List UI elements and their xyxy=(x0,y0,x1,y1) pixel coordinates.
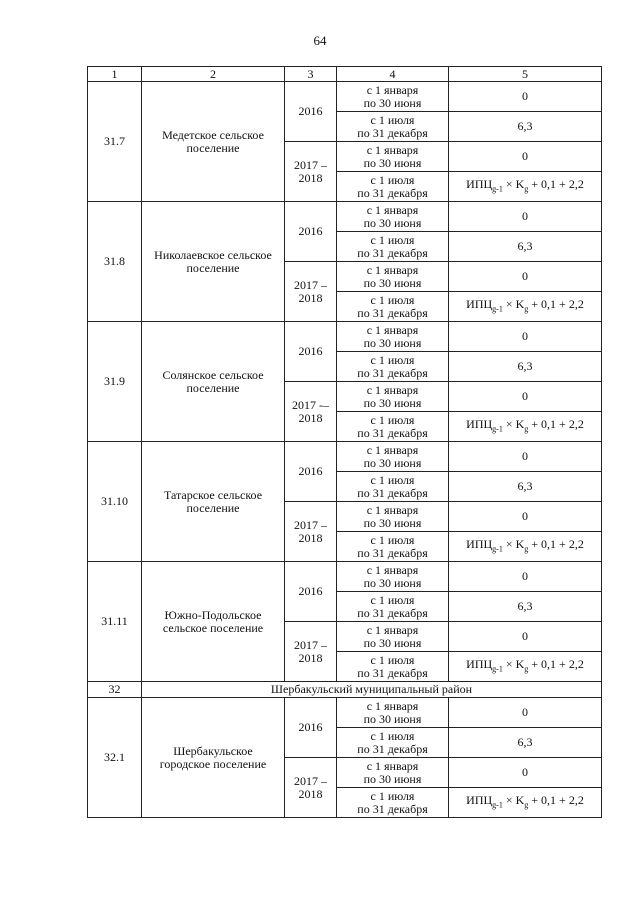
period-start: с 1 января xyxy=(366,698,419,713)
formula-subscript: g-1 xyxy=(492,184,503,194)
period-start: с 1 июля xyxy=(370,232,415,247)
formula-coefficient: × K xyxy=(502,176,525,191)
table-row xyxy=(88,202,602,232)
year-label: 2018 xyxy=(298,170,323,185)
formula-index: ИПЦ xyxy=(466,792,493,807)
name-line: поселение xyxy=(186,260,240,275)
settlement-name xyxy=(142,202,285,322)
value-cell: 0 xyxy=(449,262,602,292)
formula-index: ИПЦ xyxy=(466,536,493,551)
row-number: 31.11 xyxy=(88,562,142,682)
name-line: поселение xyxy=(186,500,240,515)
year-cell xyxy=(285,142,337,202)
period-cell xyxy=(337,82,449,112)
formula-subscript: g-1 xyxy=(492,664,503,674)
value-cell: 6,3 xyxy=(449,728,602,758)
period-end: по 31 декабря xyxy=(357,245,428,260)
period-start: с 1 июля xyxy=(370,352,415,367)
value-cell: 0 xyxy=(449,142,602,172)
column-header: 1 xyxy=(88,67,142,82)
period-start: с 1 января xyxy=(366,322,419,337)
formula-tail: + 0,1 + 2,2 xyxy=(528,176,584,191)
year-label: 2017 – xyxy=(294,637,327,652)
period-start: с 1 января xyxy=(366,502,419,517)
year-cell xyxy=(285,698,337,758)
value-cell: 6,3 xyxy=(449,592,602,622)
period-start: с 1 января xyxy=(366,562,419,577)
header-row xyxy=(88,67,602,82)
row-number: 31.7 xyxy=(88,82,142,202)
formula-subscript: g xyxy=(524,184,529,194)
table-row xyxy=(88,562,602,592)
period-start: с 1 января xyxy=(366,82,419,97)
formula-subscript: g-1 xyxy=(492,544,503,554)
value-cell: 6,3 xyxy=(449,472,602,502)
formula-cell xyxy=(449,532,602,562)
name-line: поселение xyxy=(186,140,240,155)
period-start: с 1 июля xyxy=(370,112,415,127)
period-start: с 1 июля xyxy=(370,788,415,803)
period-start: с 1 июля xyxy=(370,652,415,667)
formula-tail: + 0,1 + 2,2 xyxy=(528,536,584,551)
period-end: по 31 декабря xyxy=(357,605,428,620)
formula-cell xyxy=(449,292,602,322)
period-end: по 30 июня xyxy=(363,155,422,170)
year-label: 2018 xyxy=(298,290,323,305)
period-end: по 31 декабря xyxy=(357,425,428,440)
period-cell xyxy=(337,532,449,562)
period-end: по 31 декабря xyxy=(357,545,428,560)
value-cell: 0 xyxy=(449,562,602,592)
section-number: 32 xyxy=(88,682,142,698)
formula-cell xyxy=(449,788,602,818)
value-cell: 0 xyxy=(449,622,602,652)
year-label: 2017 – xyxy=(294,157,327,172)
period-cell xyxy=(337,472,449,502)
year-cell xyxy=(285,262,337,322)
column-header: 3 xyxy=(285,67,337,82)
year-label: 2016 xyxy=(298,224,323,238)
period-end: по 30 июня xyxy=(363,711,422,726)
value-cell: 0 xyxy=(449,382,602,412)
year-cell xyxy=(285,758,337,818)
period-end: по 30 июня xyxy=(363,395,422,410)
year-cell xyxy=(285,82,337,142)
section-row xyxy=(88,682,602,698)
formula-index: ИПЦ xyxy=(466,656,493,671)
period-end: по 30 июня xyxy=(363,215,422,230)
value-cell: 6,3 xyxy=(449,112,602,142)
period-start: с 1 июля xyxy=(370,532,415,547)
year-label: 2016 xyxy=(298,720,323,734)
formula-subscript: g xyxy=(524,664,529,674)
year-label: 2016 xyxy=(298,344,323,358)
row-number: 31.10 xyxy=(88,442,142,562)
settlement-name xyxy=(142,442,285,562)
year-label: 2018 xyxy=(298,786,323,801)
period-end: по 30 июня xyxy=(363,575,422,590)
settlement-name xyxy=(142,82,285,202)
formula-subscript: g xyxy=(524,800,529,810)
formula-subscript: g-1 xyxy=(492,304,503,314)
value-cell: 6,3 xyxy=(449,352,602,382)
period-end: по 31 декабря xyxy=(357,365,428,380)
year-label: 2016 xyxy=(298,104,323,118)
name-line: сельское поселение xyxy=(162,620,264,635)
year-label: 2017 – xyxy=(294,277,327,292)
period-start: с 1 июля xyxy=(370,412,415,427)
year-label: 2016 xyxy=(298,584,323,598)
formula-cell xyxy=(449,412,602,442)
formula-subscript: g xyxy=(524,544,529,554)
period-start: с 1 января xyxy=(366,442,419,457)
period-cell xyxy=(337,622,449,652)
settlement-name xyxy=(142,562,285,682)
year-cell xyxy=(285,322,337,382)
settlement-name xyxy=(142,698,285,818)
period-cell xyxy=(337,382,449,412)
formula-cell xyxy=(449,172,602,202)
period-cell xyxy=(337,412,449,442)
formula-coefficient: × K xyxy=(502,416,525,431)
period-cell xyxy=(337,262,449,292)
period-cell xyxy=(337,592,449,622)
column-header: 4 xyxy=(337,67,449,82)
period-cell xyxy=(337,728,449,758)
value-cell: 0 xyxy=(449,322,602,352)
period-end: по 31 декабря xyxy=(357,801,428,816)
period-end: по 30 июня xyxy=(363,335,422,350)
period-start: с 1 января xyxy=(366,758,419,773)
year-cell xyxy=(285,442,337,502)
period-start: с 1 июля xyxy=(370,172,415,187)
formula-tail: + 0,1 + 2,2 xyxy=(528,296,584,311)
name-line: Татарское сельское xyxy=(163,487,263,502)
formula-subscript: g-1 xyxy=(492,424,503,434)
year-label: 2018 xyxy=(298,650,323,665)
period-cell xyxy=(337,232,449,262)
year-label: 2018 xyxy=(298,410,323,425)
period-start: с 1 января xyxy=(366,142,419,157)
period-start: с 1 июля xyxy=(370,292,415,307)
period-end: по 31 декабря xyxy=(357,305,428,320)
year-cell xyxy=(285,202,337,262)
period-cell xyxy=(337,292,449,322)
period-cell xyxy=(337,652,449,682)
table-row xyxy=(88,442,602,472)
name-line: Медетское сельское xyxy=(162,127,264,142)
formula-coefficient: × K xyxy=(502,536,525,551)
name-line: поселение xyxy=(186,380,240,395)
period-cell xyxy=(337,788,449,818)
period-end: по 30 июня xyxy=(363,771,422,786)
period-end: по 31 декабря xyxy=(357,485,428,500)
period-cell xyxy=(337,502,449,532)
formula-index: ИПЦ xyxy=(466,296,493,311)
period-cell xyxy=(337,698,449,728)
period-cell xyxy=(337,758,449,788)
tariff-table xyxy=(87,66,602,818)
year-cell xyxy=(285,622,337,682)
section-title: Шербакульский муниципальный район xyxy=(142,682,602,698)
name-line: Николаевское сельское xyxy=(154,247,272,262)
period-start: с 1 января xyxy=(366,202,419,217)
period-start: с 1 июля xyxy=(370,592,415,607)
year-label: 2016 xyxy=(298,464,323,478)
year-label: 2017 -– xyxy=(292,397,329,412)
value-cell: 0 xyxy=(449,82,602,112)
column-header: 2 xyxy=(142,67,285,82)
page-number: 64 xyxy=(313,33,327,48)
formula-subscript: g xyxy=(524,304,529,314)
value-cell: 0 xyxy=(449,758,602,788)
row-number: 32.1 xyxy=(88,698,142,818)
period-start: с 1 января xyxy=(366,262,419,277)
period-end: по 30 июня xyxy=(363,275,422,290)
period-cell xyxy=(337,142,449,172)
period-cell xyxy=(337,352,449,382)
formula-index: ИПЦ xyxy=(466,416,493,431)
period-start: с 1 января xyxy=(366,622,419,637)
value-cell: 0 xyxy=(449,442,602,472)
formula-subscript: g-1 xyxy=(492,800,503,810)
value-cell: 6,3 xyxy=(449,232,602,262)
period-end: по 30 июня xyxy=(363,515,422,530)
name-line: Солянское сельское xyxy=(162,367,264,382)
period-cell xyxy=(337,112,449,142)
period-end: по 31 декабря xyxy=(357,665,428,680)
period-end: по 31 декабря xyxy=(357,741,428,756)
period-cell xyxy=(337,442,449,472)
period-cell xyxy=(337,322,449,352)
period-start: с 1 января xyxy=(366,382,419,397)
formula-coefficient: × K xyxy=(502,656,525,671)
year-cell xyxy=(285,502,337,562)
formula-tail: + 0,1 + 2,2 xyxy=(528,656,584,671)
year-cell xyxy=(285,562,337,622)
period-cell xyxy=(337,562,449,592)
column-header: 5 xyxy=(449,67,602,82)
formula-coefficient: × K xyxy=(502,296,525,311)
value-cell: 0 xyxy=(449,202,602,232)
table-row xyxy=(88,322,602,352)
period-end: по 31 декабря xyxy=(357,125,428,140)
name-line: городское поселение xyxy=(159,756,267,771)
year-label: 2017 – xyxy=(294,517,327,532)
period-cell xyxy=(337,202,449,232)
value-cell: 0 xyxy=(449,698,602,728)
period-end: по 31 декабря xyxy=(357,185,428,200)
formula-cell xyxy=(449,652,602,682)
year-cell xyxy=(285,382,337,442)
formula-subscript: g xyxy=(524,424,529,434)
period-start: с 1 июля xyxy=(370,472,415,487)
name-line: Южно-Подольское xyxy=(164,607,262,622)
period-end: по 30 июня xyxy=(363,95,422,110)
period-end: по 30 июня xyxy=(363,455,422,470)
year-label: 2018 xyxy=(298,530,323,545)
formula-tail: + 0,1 + 2,2 xyxy=(528,416,584,431)
formula-tail: + 0,1 + 2,2 xyxy=(528,792,584,807)
year-label: 2017 – xyxy=(294,773,327,788)
settlement-name xyxy=(142,322,285,442)
row-number: 31.8 xyxy=(88,202,142,322)
formula-coefficient: × K xyxy=(502,792,525,807)
row-number: 31.9 xyxy=(88,322,142,442)
table-row xyxy=(88,698,602,728)
value-cell: 0 xyxy=(449,502,602,532)
period-start: с 1 июля xyxy=(370,728,415,743)
period-end: по 30 июня xyxy=(363,635,422,650)
formula-index: ИПЦ xyxy=(466,176,493,191)
period-cell xyxy=(337,172,449,202)
name-line: Шербакульское xyxy=(173,743,253,758)
table-row xyxy=(88,82,602,112)
